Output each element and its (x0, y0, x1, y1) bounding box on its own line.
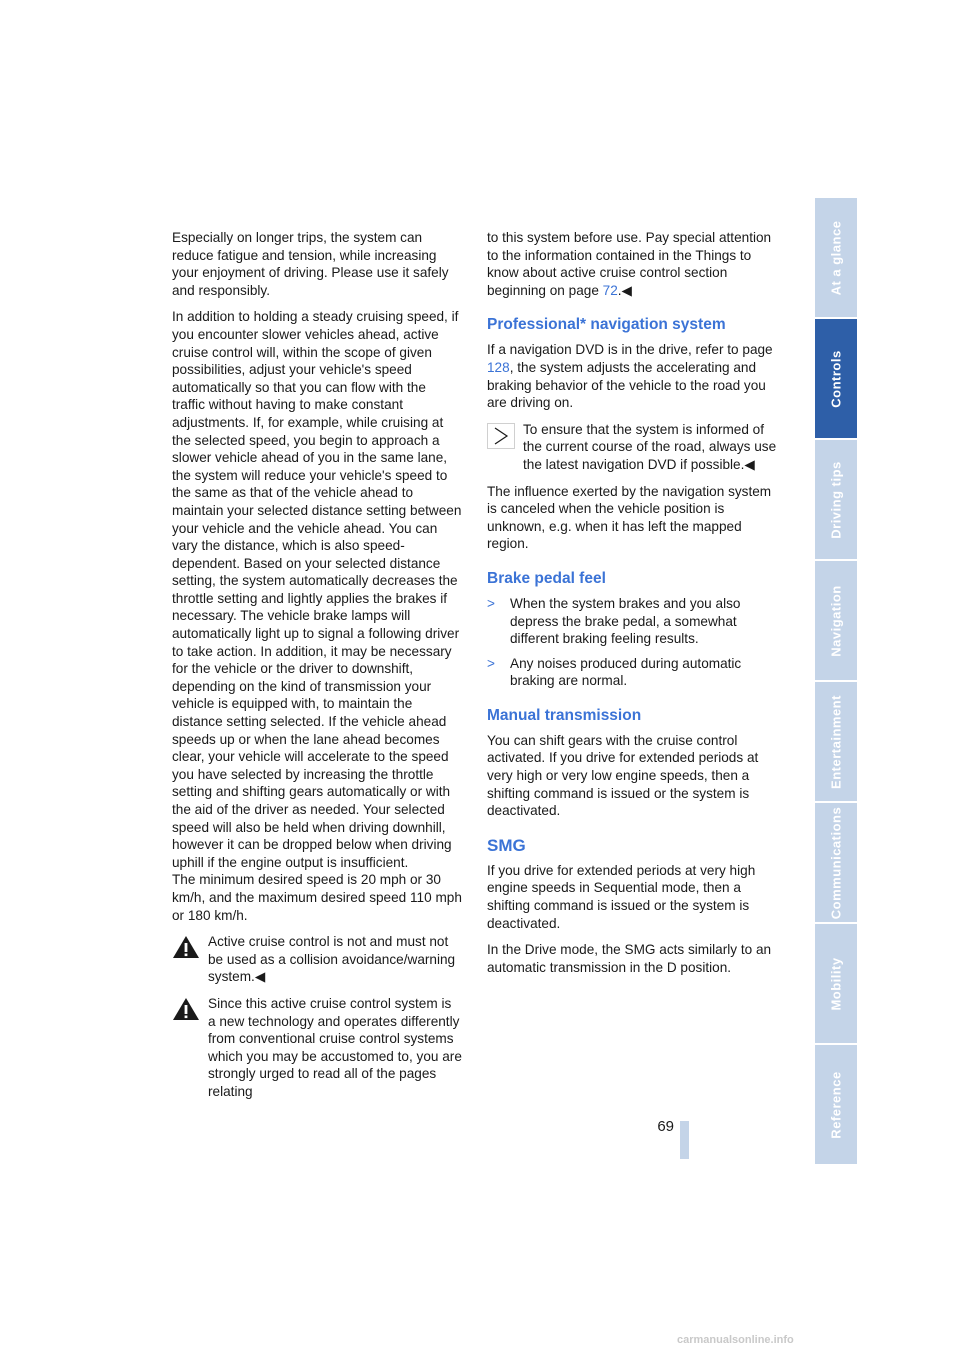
smg-paragraph-2: In the Drive mode, the SMG acts similarly to an automatic transmission in the D position. (487, 942, 772, 975)
tab-navigation[interactable]: Navigation (815, 561, 857, 680)
tab-at-a-glance[interactable]: At a glance (815, 198, 857, 317)
tab-reference[interactable]: Reference (815, 1045, 857, 1164)
nav-paragraph: If a navigation DVD is in the drive, refer to page 128, the system adjusts the accelerating and braking behavior of the vehicle to the road you are driving on. (487, 342, 773, 411)
list-item: > Any noises produced during automatic braking are normal. (487, 655, 742, 689)
tab-entertainment[interactable]: Entertainment (815, 682, 857, 801)
heading-manual: Manual transmission (487, 706, 642, 724)
heading-navigation: Professional* navigation system (487, 316, 726, 334)
page-marker-bar (680, 1121, 689, 1159)
body-paragraph: In addition to holding a steady cruising speed, if you encounter slower vehicles ahead, active cruise control will, within the scope of given possibilities, adjust your vehicle's speed automatically so that you can flow with the traffic without having to make constant adjustments. If, for example, while cruising at the selected speed, you begin to approach a slower vehicle ahead of you in the same lane, the system will reduce your vehicle's speed to the same as that of the vehicle ahead to maintain your selected distance setting between your vehicle and the vehicle ahead. You can vary the distance, which is also speed-dependent. Based on your selected distance setting, the system automatically decreases the throttle setting and lightly applies the brakes if necessary. The vehicle brake lamps will automatically light up to signal a following driver to take action. In addition, it may be necessary for the vehicle or the driver to downshift, depending on the kind of transmission your vehicle is equipped with, to maintain the distance setting selected. If the vehicle ahead speeds up or when the lane ahead becomes clear, your vehicle will accelerate to the speed you have selected by increasing the throttle setting and shifting gears automatically or with the aid of the driver as needed. Your selected speed will also be held when driving downhill, however it can be dropped below when driving uphill if the engine output is insufficient. (172, 309, 462, 870)
warning-triangle-icon (172, 935, 200, 959)
page-number: 69 (657, 1118, 674, 1135)
tab-communications[interactable]: Communications (815, 803, 857, 922)
intro-paragraph: Especially on longer trips, the system can reduce fatigue and tension, while increasing your enjoyment of driving. Please use it safely and responsibly. (172, 230, 449, 298)
warning-text: Since this active cruise control system is a new technology and operates differently from conventional cruise control systems which you may be accustomed to, you are strongly urged to read all of the pages relating (208, 995, 462, 1099)
tab-mobility[interactable]: Mobility (815, 924, 857, 1043)
warning-text: Active cruise control is not and must not be used as a collision avoidance/warning system.◀ (208, 934, 456, 985)
nav-tip-note (487, 421, 780, 474)
tip-text: To ensure that the system is informed of the current course of the road, always use the latest navigation DVD if possible.◀ (523, 421, 777, 472)
warning-note-technology (172, 995, 462, 1101)
right-column (487, 229, 780, 985)
nav-paragraph-2: The influence exerted by the navigation system is canceled when the vehicle position is unknown, e.g. when it has left the mapped region. (487, 483, 772, 552)
speed-range-paragraph: The minimum desired speed is 20 mph or 30 km/h, and the maximum desired speed 110 mph or 180 km/h. (172, 872, 462, 923)
tab-controls[interactable]: Controls (815, 319, 857, 438)
page-link-128[interactable]: 128 (487, 359, 510, 375)
bullet-arrow-icon: > (487, 655, 495, 671)
watermark: carmanualsonline.info (677, 1334, 794, 1346)
smg-paragraph-1: If you drive for extended periods at very high engine speeds in Sequential mode, then a shifting command is issued or the system is deactivated. (487, 862, 756, 931)
left-column (172, 229, 462, 1110)
section-tabs (815, 198, 857, 1166)
manual-paragraph: You can shift gears with the cruise control activated. If you drive for extended periods at very high or very low engine speeds, then a shifting command is issued or the system is deactivated. (487, 732, 759, 819)
page-link-72[interactable]: 72 (602, 282, 618, 298)
tip-arrow-icon (487, 423, 515, 449)
heading-smg: SMG (487, 835, 526, 855)
tab-driving-tips[interactable]: Driving tips (815, 440, 857, 559)
heading-brake: Brake pedal feel (487, 569, 606, 587)
continued-paragraph: to this system before use. Pay special attention to the information contained in the Things to know about active cruise control section beginning on page 72.◀ (487, 230, 772, 298)
warning-triangle-icon (172, 997, 200, 1021)
list-item: > When the system brakes and you also depress the brake pedal, a somewhat different braking feeling results. (487, 595, 741, 647)
warning-note-collision (172, 933, 462, 986)
bullet-arrow-icon: > (487, 595, 495, 611)
